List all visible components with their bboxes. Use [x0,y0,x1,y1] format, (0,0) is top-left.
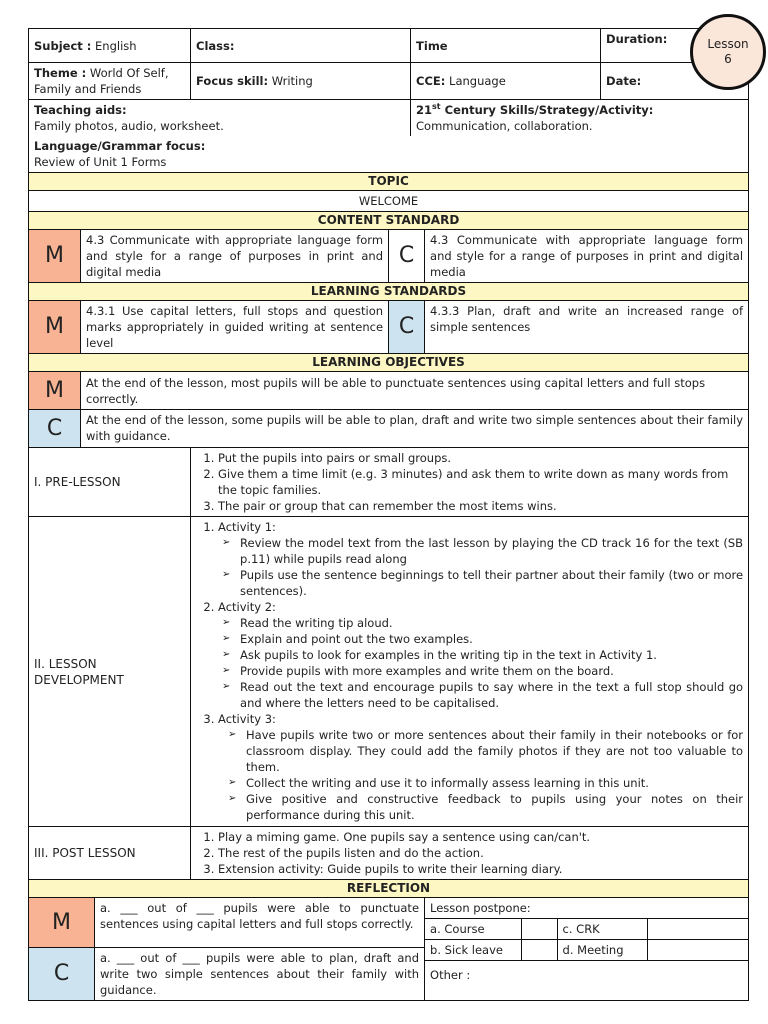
class-cell: Class: [191,29,411,63]
learning-objectives-heading: LEARNING OBJECTIVES [29,354,749,372]
lesson-label: Lesson [707,37,749,51]
standards-c-text: 4.3.3 Plan, draft and write an increased range of simple sentences [425,301,749,354]
lesson-development-label: II. LESSON DEVELOPMENT [29,517,191,827]
activity-title: Activity 2: [218,600,276,614]
reflection-m-badge: M [29,898,95,948]
option-sick-leave-box [521,940,557,961]
reflection-m-text: a. ___ out of ___ pupils were able to punctuate sentences using capital letters and full stops correctly. [95,898,425,948]
option-course-box [521,919,557,940]
activity-2 [218,599,743,711]
standards-c-badge: C [389,301,425,354]
century-label: 21st Century Skills/Strategy/Activity: [416,102,654,117]
list-item: ➢ Provide pupils with more examples and write them on the board. [240,663,743,679]
grammar-cell [29,136,749,173]
objectives-c-badge: C [29,410,81,448]
list-item: 1. Play a miming game. One pupils say a sentence using can/can't. [218,829,743,845]
list-item: ➢ Collect the writing and use it to informally assess learning in this unit. [246,775,743,791]
topic-value: WELCOME [29,191,749,212]
focus-value: Writing [271,74,313,88]
lesson-plan [28,28,748,1001]
activity-title: Activity 3: [218,712,276,726]
other-field: Other : [425,961,748,989]
list-item: 2. Give them a time limit (e.g. 3 minutes) and ask them to write down as many words from the topic families. [218,466,743,498]
lesson-plan-table [28,28,749,1001]
cce-value: Language [449,74,506,88]
post-lesson-label: III. POST LESSON [29,827,191,880]
option-crk-box [647,919,748,940]
objectives-m-text: At the end of the lesson, most pupils will be able to punctuate sentences using capital letters and full stops correctly. [81,372,749,410]
theme-value: World Of Self, Family and Friends [34,66,169,96]
pre-lesson-label: I. PRE-LESSON [29,448,191,517]
cce-label: CCE: [416,74,446,88]
content-c-text: 4.3 Communicate with appropriate language form and style for a range of purposes in print and digital media [425,230,749,283]
century-value: Communication, collaboration. [416,119,593,133]
theme-label: Theme : [34,66,87,80]
list-item: ➢ Read out the text and encourage pupils to say where in the text a full stop should go and where the letters need to be capitalised. [240,679,743,711]
duration-cell: Duration: [601,29,749,63]
option-crk: c. CRK [557,919,647,940]
focus-cell [191,63,411,100]
standards-m-badge: M [29,301,81,354]
list-item: 2. The rest of the pupils listen and do the action. [218,845,743,861]
option-sick-leave: b. Sick leave [425,940,521,961]
activity-1 [218,519,743,599]
grammar-label: Language/Grammar focus: [34,139,206,153]
list-item: ➢ Give positive and constructive feedback to pupils using your notes on their performance during this unit. [246,791,743,823]
postpone-label: Lesson postpone: [425,898,748,919]
list-item: ➢ Read the writing tip aloud. [240,615,743,631]
standards-m-text: 4.3.1 Use capital letters, full stops and question marks appropriately in guided writing at sentence level [81,301,389,354]
subject-label: Subject : [34,38,92,53]
date-cell: Date: [601,63,749,100]
content-m-badge: M [29,230,81,283]
list-item: 3. The pair or group that can remember the most items wins. [218,498,743,514]
option-course: a. Course [425,919,521,940]
time-cell: Time [411,29,601,63]
subject-cell [29,29,191,63]
content-c-badge: C [389,230,425,283]
focus-label: Focus skill: [196,74,269,88]
reflection-heading: REFLECTION [29,880,749,898]
lesson-number-badge [690,14,766,90]
objectives-m-badge: M [29,372,81,410]
grammar-value: Review of Unit 1 Forms [34,155,167,169]
option-meeting: d. Meeting [557,940,647,961]
lesson-development-steps [191,517,749,827]
activity-title: Activity 1: [218,520,276,534]
list-item: ➢ Have pupils write two or more sentences about their family in their notebooks or for classroom display. They could add the family photos if they are not too valuable to them. [246,727,743,775]
content-standard-heading: CONTENT STANDARD [29,212,749,230]
list-item: ➢ Review the model text from the last lesson by playing the CD track 16 for the text (SB p.11) while pupils read along [240,535,743,567]
list-item: 1. Put the pupils into pairs or small groups. [218,450,743,466]
postpone-box [425,898,749,1001]
reflection-c-badge: C [29,948,95,1001]
aids-value: Family photos, audio, worksheet. [34,119,224,133]
aids-label: Teaching aids: [34,103,127,117]
list-item: ➢ Explain and point out the two examples. [240,631,743,647]
aids-cell [29,100,411,137]
option-meeting-box [647,940,748,961]
lesson-number: 6 [724,52,732,66]
cce-cell [411,63,601,100]
theme-cell [29,63,191,100]
list-item: ➢ Ask pupils to look for examples in the writing tip in the text in Activity 1. [240,647,743,663]
post-lesson-steps [191,827,749,880]
list-item: 3. Extension activity: Guide pupils to write their learning diary. [218,861,743,877]
content-m-text: 4.3 Communicate with appropriate language form and style for a range of purposes in print and digital media [81,230,389,283]
century-cell [411,100,749,137]
topic-heading: TOPIC [29,173,749,191]
list-item: ➢ Pupils use the sentence beginnings to tell their partner about their family (two or more sentences). [240,567,743,599]
pre-lesson-steps [191,448,749,517]
reflection-c-text: a. ___ out of ___ pupils were able to plan, draft and write two simple sentences about their family with guidance. [95,948,425,1001]
objectives-c-text: At the end of the lesson, some pupils will be able to plan, draft and write two simple sentences about their family with guidance. [81,410,749,448]
subject-value: English [95,38,137,53]
activity-3 [218,711,743,823]
learning-standards-heading: LEARNING STANDARDS [29,283,749,301]
